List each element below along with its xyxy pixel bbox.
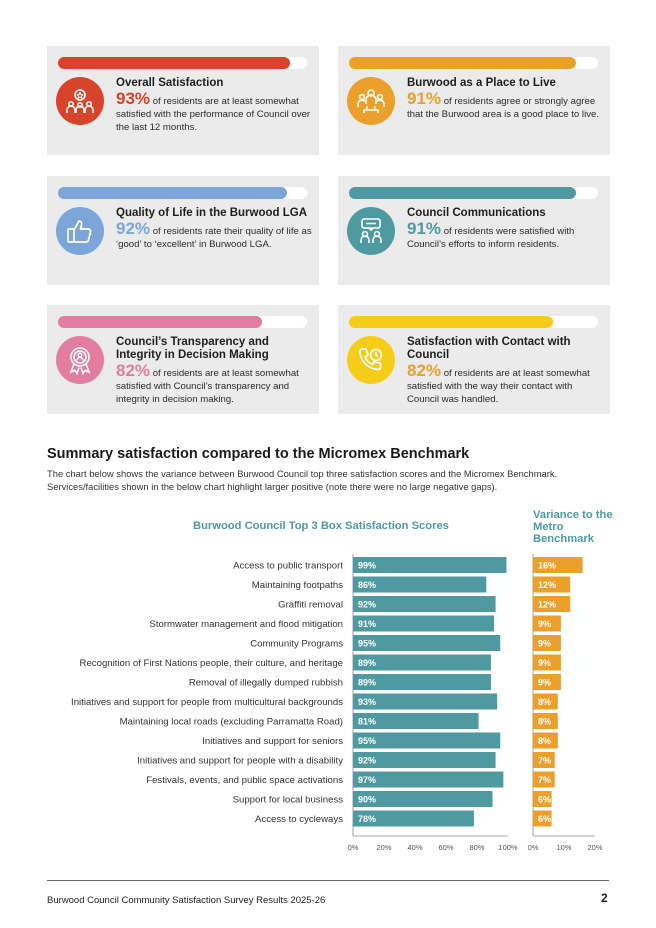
chart-title: Burwood Council Top 3 Box Satisfaction Scores [193,520,449,532]
category-label: Initiatives and support for people with a disability [137,755,343,767]
satisfaction-bar [353,557,506,573]
category-label: Access to public transport [233,560,343,572]
variance-value-label: 16% [538,560,557,571]
variance-value-label: 7% [538,755,552,766]
card-title: Council’s Transparency and Integrity in Decision Making [116,336,269,361]
variance-value-label: 9% [538,638,552,649]
variance-value-label: 9% [538,677,552,688]
category-label: Stormwater management and flood mitigation [149,619,343,630]
category-label: Support for local business [232,794,343,806]
variance-value-label: 12% [538,580,557,590]
satisfaction-value-label: 89% [358,677,377,688]
category-label: Festivals, events, and public space activations [146,775,343,786]
variance-value-label: 9% [538,619,552,629]
main-axis-tick: 100% [498,843,518,852]
satisfaction-value-label: 89% [358,658,377,668]
card-percentage: 82% [116,361,151,380]
section-title: Summary satisfaction compared to the Micromex Benchmark [47,446,470,462]
card-percentage: 91% [407,89,442,108]
satisfaction-value-label: 90% [358,794,377,805]
main-axis-tick: 0% [347,843,359,852]
satisfaction-value-label: 99% [358,560,377,571]
variance-value-label: 8% [538,736,552,746]
card-title: Quality of Life in the Burwood LGA [116,207,308,219]
category-label: Initiatives and support for people from multicultural backgrounds [71,697,343,708]
section-description: The chart below shows the variance between Burwood Council top three satisfaction scores and the Micromex Benchmark. Services/facilities shown in the below chart highlight larger positive (note there were no large negative gaps). [47,468,558,492]
variance-value-label: 6% [538,794,552,805]
category-label: Removal of illegally dumped rubbish [188,677,343,689]
satisfaction-value-label: 81% [358,716,377,727]
category-label: Maintaining local roads (excluding Parramatta Road) [119,716,343,728]
card-title: Council Communications [407,207,546,219]
variance-value-label: 8% [538,697,552,707]
satisfaction-value-label: 92% [358,755,377,766]
variance-value-label: 6% [538,814,552,824]
card-description: of residents are at least somewhat satisfied with the performance of Council over the last 12 months. [116,96,311,133]
variance-axis-tick: 20% [587,843,603,852]
card-description: of residents rate their quality of life as ‘good’ to ‘excellent’ in Burwood LGA. [116,226,312,250]
variance-title: Variance to the Metro Benchmark [533,509,613,545]
card-title: Overall Satisfaction [116,77,224,89]
satisfaction-value-label: 78% [358,814,377,824]
satisfaction-value-label: 97% [358,775,377,785]
card-percentage: 91% [407,219,442,238]
main-axis-tick: 60% [438,843,454,852]
main-axis-tick: 80% [469,843,485,852]
variance-value-label: 12% [538,599,557,610]
satisfaction-value-label: 95% [358,638,377,649]
category-label: Access to cycleways [255,814,343,825]
card-description: of residents are at least somewhat satisfied with Council’s transparency and integrity in decision making. [116,368,299,405]
satisfaction-value-label: 91% [358,619,377,629]
card-description: of residents are at least somewhat satisfied with the way their contact with Council was handled. [407,368,590,405]
category-label: Recognition of First Nations people, their culture, and heritage [79,658,343,669]
category-label: Maintaining footpaths [251,580,343,591]
main-axis-tick: 20% [376,843,392,852]
variance-value-label: 7% [538,775,552,785]
page-number: 2 [601,891,608,905]
card-percentage: 82% [407,361,442,380]
category-label: Community Programs [250,638,343,650]
variance-value-label: 9% [538,658,552,668]
card-description: of residents were satisfied with Council’s efforts to inform residents. [407,226,575,250]
main-axis-tick: 40% [407,843,423,852]
card-title: Satisfaction with Contact with Council [407,336,571,361]
footer-divider [47,880,609,881]
variance-axis-tick: 10% [556,843,572,852]
variance-value-label: 8% [538,716,552,727]
card-title: Burwood as a Place to Live [407,77,556,89]
variance-axis-tick: 0% [527,843,539,852]
category-label: Graffiti removal [278,599,343,611]
satisfaction-value-label: 86% [358,580,377,590]
satisfaction-value-label: 92% [358,599,377,610]
footer-text: Burwood Council Community Satisfaction Survey Results 2025-26 [47,895,326,906]
category-label: Initiatives and support for seniors [202,736,343,747]
card-description: of residents agree or strongly agree that the Burwood area is a good place to live. [407,96,599,120]
card-percentage: 92% [116,219,151,238]
card-percentage: 93% [116,89,151,108]
satisfaction-value-label: 93% [358,697,377,707]
satisfaction-value-label: 95% [358,736,377,746]
